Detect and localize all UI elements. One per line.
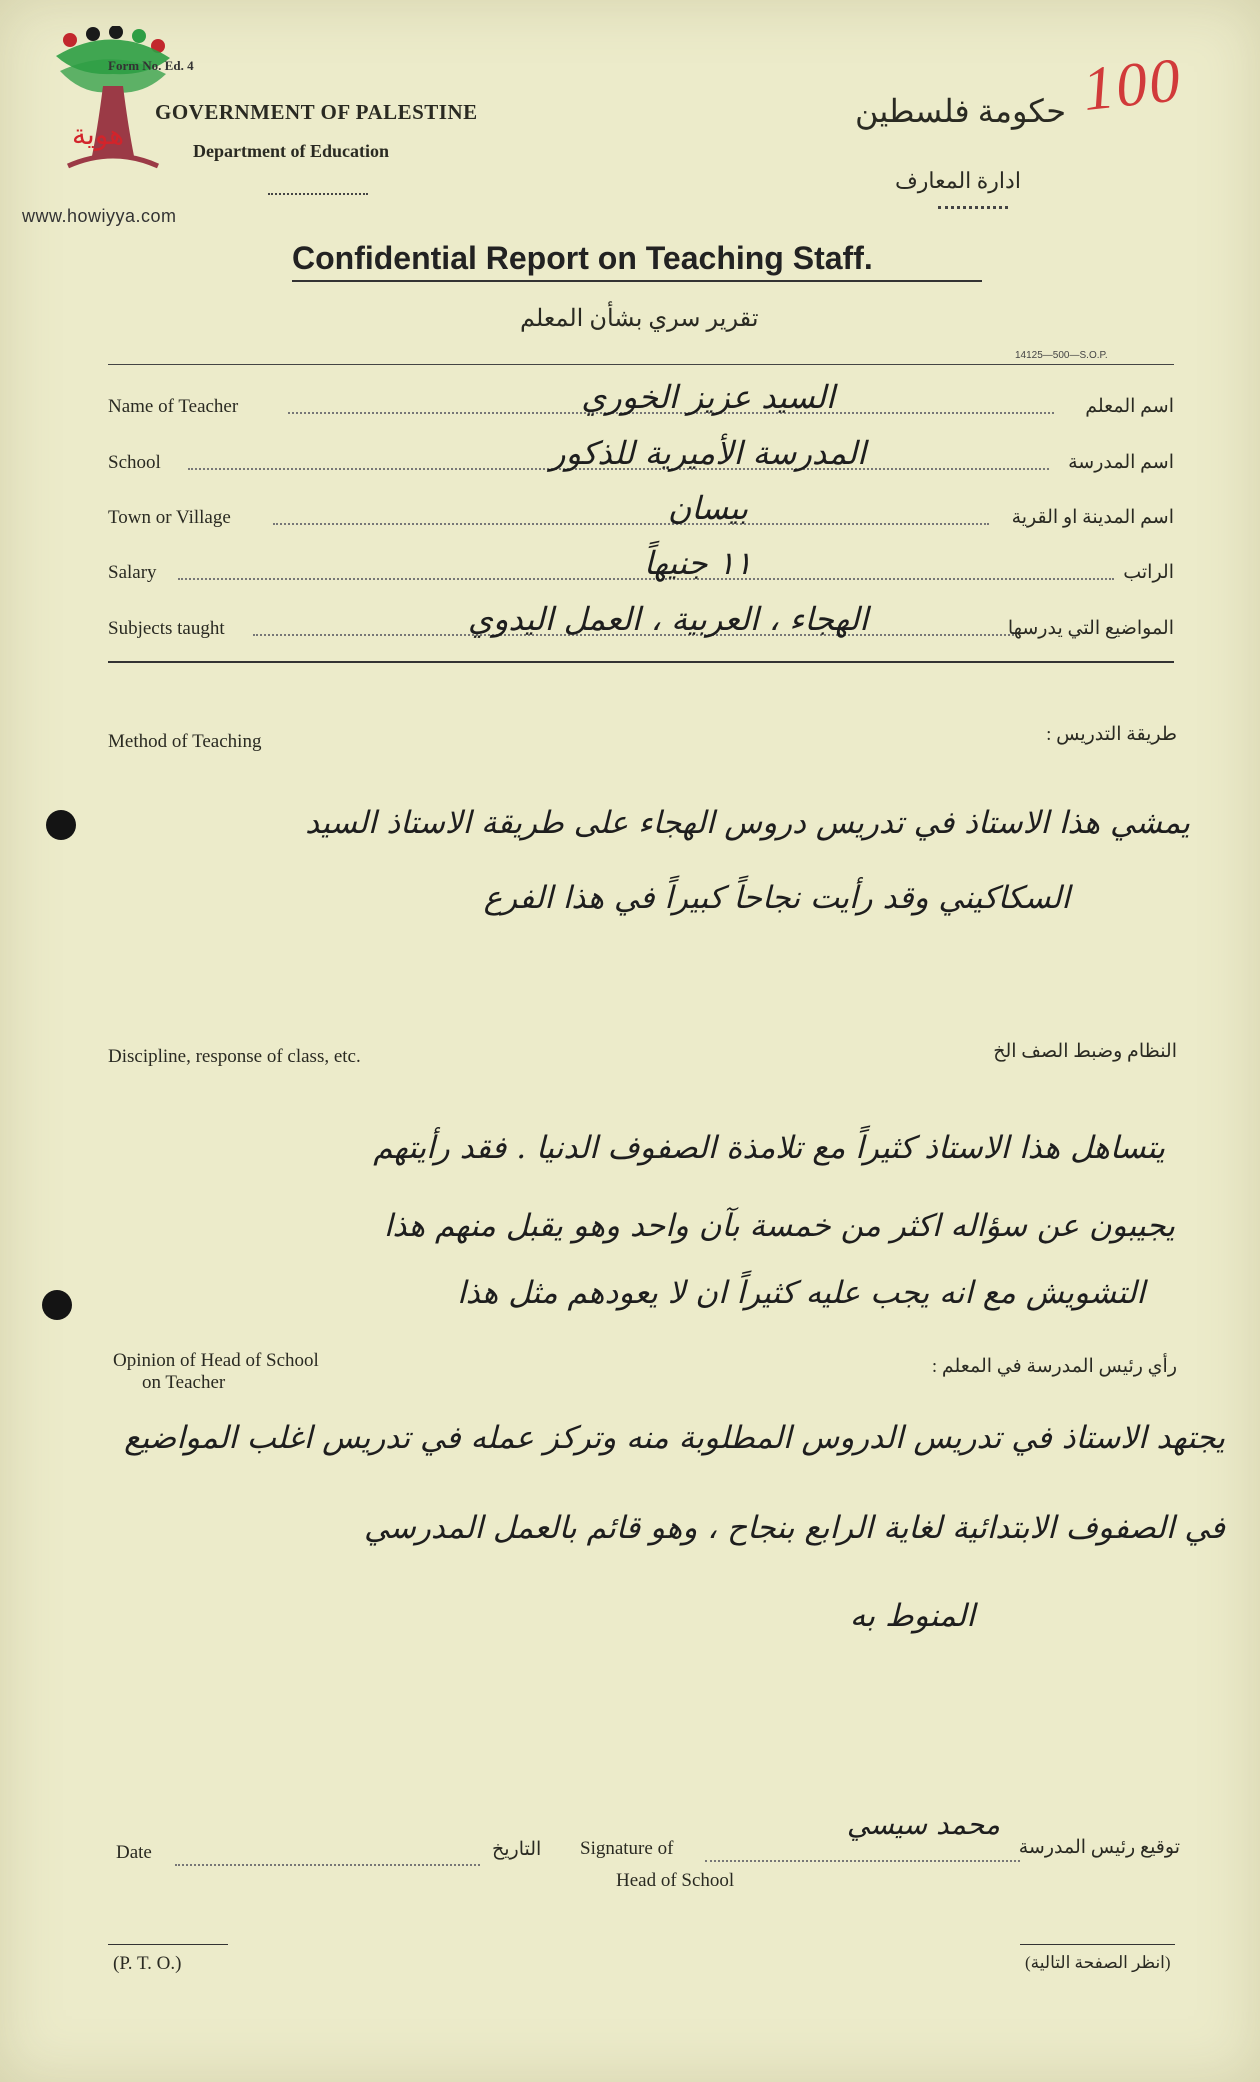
head-signature: محمد سيسي [846,1808,1000,1841]
field-label-ar: الراتب [1123,562,1174,583]
date-fill-line [175,1864,480,1866]
signature-label-en: Signature of [580,1838,674,1859]
field-label-en: Salary [108,562,157,583]
header-divider-right [938,206,1008,209]
howiyya-logo-text: هوية [72,118,125,151]
date-label-en: Date [116,1842,152,1863]
government-title-ar: حكومة فلسطين [855,93,1066,129]
field-value: الهجاء ، العربية ، العمل اليدوي [467,600,869,638]
pto-rule [108,1944,228,1945]
print-code: 14125—500—S.O.P. [1015,350,1108,361]
department-title-ar: ادارة المعارف [895,168,1021,193]
fields-rule [108,661,1174,663]
method-label-ar: طريقة التدريس : [1046,724,1177,745]
field-value: بيسان [667,489,749,527]
field-label-en: School [108,452,161,473]
field-subjects [108,600,1174,646]
opinion-line-3: المنوط به [849,1598,975,1634]
discipline-line-1: يتساهل هذا الاستاذ كثيراً مع تلامذة الصفوف الدنيا . فقد رأيتهم [373,1130,1165,1166]
field-value: ١١ جنيهاً [643,544,753,582]
date-label-ar: التاريخ [492,1839,542,1860]
punch-hole [46,810,76,840]
field-label-ar: اسم المدينة او القرية [1011,507,1174,528]
report-title-ar: تقرير سري بشأن المعلم [520,306,759,332]
signature-label-ar: توقيع رئيس المدرسة [1018,1837,1180,1858]
opinion-line-2: في الصفوف الابتدائية لغاية الرابع بنجاح ، وهو قائم بالعمل المدرسي [364,1510,1225,1546]
opinion-label-ar: رأي رئيس المدرسة في المعلم : [931,1356,1177,1377]
field-label-en: Town or Village [108,507,231,528]
opinion-label-en-1: Opinion of Head of School [113,1350,319,1371]
discipline-line-2: يجيبون عن سؤاله اكثر من خمسة بآن واحد وهو يقبل منهم هذا [383,1208,1175,1244]
discipline-line-3: التشويش مع انه يجب عليه كثيراً ان لا يعودهم مثل هذا [457,1275,1145,1311]
field-school [108,434,1174,480]
field-salary [108,544,1174,590]
signature-fill-line [705,1860,1020,1862]
opinion-line-1: يجتهد الاستاذ في تدريس الدروس المطلوبة منه وتركز عمله في تدريس اغلب المواضيع [124,1420,1225,1456]
form-number: Form No. Ed. 4 [108,58,194,73]
opinion-label-en-2: on Teacher [142,1372,226,1393]
header-divider-left [268,193,368,195]
field-value: المدرسة الأميرية للذكور [550,434,866,472]
government-title-en: GOVERNMENT OF PALESTINE [155,100,478,124]
field-label-ar: اسم المدرسة [1068,452,1174,473]
discipline-label-ar: النظام وضبط الصف الخ [993,1041,1177,1062]
field-label-ar: اسم المعلم [1085,396,1174,417]
method-line-2: السكاكيني وقد رأيت نجاحاً كبيراً في هذا الفرع [483,880,1070,916]
reference-number: 100 [1079,46,1186,124]
please-turn-over: (P. T. O.) [113,1953,182,1974]
title-underline [292,280,982,282]
field-label-en: Subjects taught [108,618,225,639]
field-label-ar: المواضيع التي يدرسها [1007,618,1174,639]
field-label-en: Name of Teacher [108,396,239,417]
method-label-en: Method of Teaching [108,731,262,752]
header-rule [108,364,1174,365]
method-line-1: يمشي هذا الاستاذ في تدريس دروس الهجاء على طريقة الاستاذ السيد [305,805,1190,841]
watermark-website: www.howiyya.com [22,206,177,226]
discipline-label-en: Discipline, response of class, etc. [108,1046,361,1067]
next-page-rule [1020,1944,1175,1945]
report-title-en: Confidential Report on Teaching Staff. [292,240,873,276]
field-value: السيد عزيز الخوري [581,378,835,416]
field-town [108,489,1174,535]
head-of-school-label: Head of School [616,1870,735,1891]
department-title-en: Department of Education [193,141,389,161]
field-teacher-name [108,378,1174,424]
punch-hole [42,1290,72,1320]
see-next-page-ar: (انظر الصفحة التالية) [1025,1953,1171,1972]
